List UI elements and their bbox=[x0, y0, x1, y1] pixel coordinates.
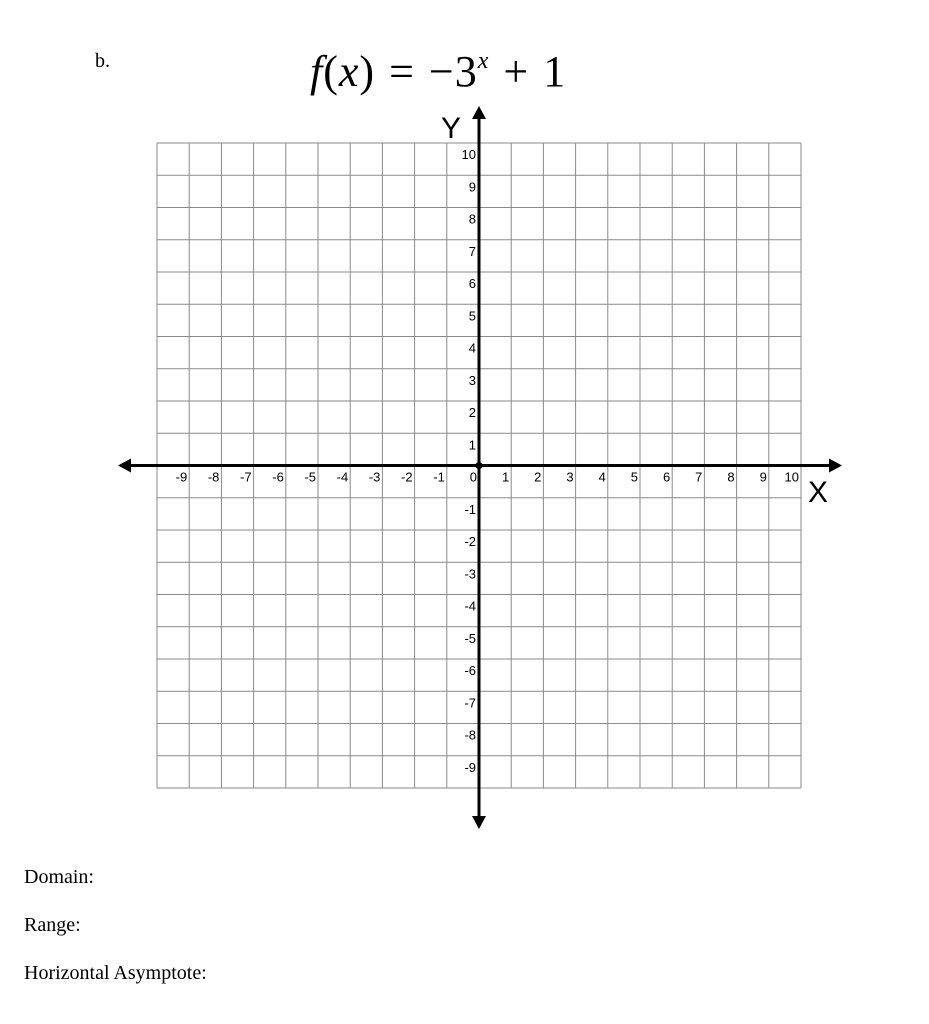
x-tick-label: -1 bbox=[433, 469, 445, 485]
x-tick-label: -8 bbox=[207, 469, 220, 485]
x-tick-label: -7 bbox=[240, 469, 252, 485]
x-tick-label: 6 bbox=[662, 469, 671, 485]
y-axis-top-arrow bbox=[472, 106, 486, 119]
y-tick-label: 9 bbox=[468, 179, 476, 195]
x-tick-label: -3 bbox=[368, 469, 381, 485]
equation-func: f bbox=[310, 47, 324, 96]
coordinate-grid[interactable] bbox=[0, 100, 929, 840]
y-tick-label: 5 bbox=[468, 308, 476, 324]
y-tick-label: -3 bbox=[464, 566, 476, 582]
equation-var: x bbox=[338, 47, 360, 96]
x-tick-label: 10 bbox=[784, 469, 799, 485]
y-tick-label: -8 bbox=[464, 727, 476, 743]
y-tick-label: 1 bbox=[468, 437, 476, 453]
x-tick-label: 4 bbox=[598, 469, 606, 485]
equation-base: 3 bbox=[454, 47, 478, 96]
equation-close-paren: ) bbox=[359, 47, 376, 96]
equation-open-paren: ( bbox=[323, 47, 339, 96]
tick-labels bbox=[176, 147, 799, 775]
axes bbox=[118, 106, 842, 829]
y-tick-label: -7 bbox=[464, 695, 476, 711]
x-tick-label: 3 bbox=[566, 469, 574, 485]
part-label: b. bbox=[95, 50, 110, 72]
y-tick-label: 2 bbox=[468, 405, 476, 420]
y-tick-label: -6 bbox=[464, 663, 476, 678]
y-tick-label: 10 bbox=[461, 147, 476, 162]
y-tick-label: 4 bbox=[468, 340, 476, 356]
x-tick-label: -2 bbox=[401, 469, 413, 485]
equation-equals: = bbox=[389, 47, 415, 96]
y-tick-label: -1 bbox=[464, 501, 476, 517]
x-tick-label: 8 bbox=[727, 469, 735, 485]
x-tick-label: 7 bbox=[695, 469, 703, 485]
y-tick-label: -2 bbox=[464, 534, 476, 549]
y-tick-label: 8 bbox=[468, 211, 476, 227]
x-tick-label: 9 bbox=[759, 469, 767, 485]
range-prompt: Range: bbox=[24, 914, 81, 936]
x-tick-label: -6 bbox=[272, 469, 284, 485]
x-tick-label: -5 bbox=[304, 469, 316, 485]
x-tick-label: 0 bbox=[469, 469, 477, 485]
y-tick-label: 6 bbox=[468, 276, 476, 291]
horizontal-asymptote-prompt: Horizontal Asymptote: bbox=[24, 962, 207, 984]
x-tick-label: 1 bbox=[501, 469, 510, 485]
x-axis-left-arrow bbox=[118, 459, 131, 473]
x-tick-label: -4 bbox=[336, 469, 349, 485]
equation-minus: − bbox=[428, 47, 455, 96]
equation-exponent: x bbox=[477, 48, 490, 74]
x-tick-label: -9 bbox=[175, 469, 188, 485]
origin-point bbox=[476, 462, 483, 469]
x-tick-label: 5 bbox=[630, 469, 638, 485]
equation-plus: + bbox=[503, 47, 530, 96]
y-tick-label: 7 bbox=[468, 243, 476, 259]
equation bbox=[310, 46, 566, 97]
y-tick-label: -5 bbox=[464, 630, 476, 646]
y-tick-label: -4 bbox=[464, 598, 476, 614]
x-axis-right-arrow bbox=[829, 459, 842, 473]
x-axis-label: X bbox=[808, 476, 829, 509]
y-tick-label: 3 bbox=[468, 372, 476, 388]
equation-constant: 1 bbox=[543, 47, 567, 96]
domain-prompt: Domain: bbox=[24, 866, 94, 888]
y-tick-label: -9 bbox=[464, 759, 476, 775]
y-axis-bottom-arrow bbox=[472, 816, 486, 829]
x-tick-label: 2 bbox=[534, 469, 542, 485]
y-axis-label: Y bbox=[441, 112, 462, 145]
